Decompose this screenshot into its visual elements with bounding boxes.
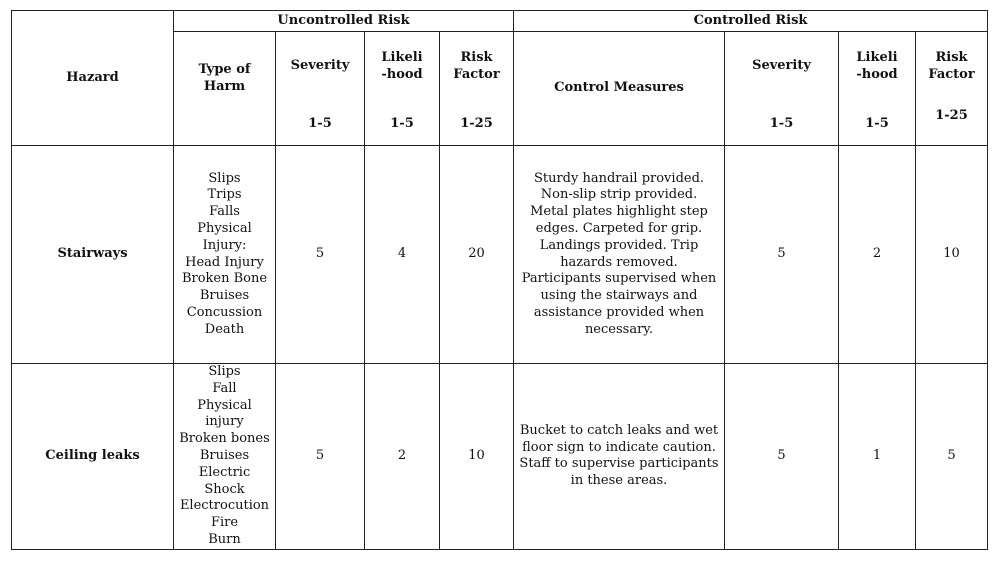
control-measure-line: Bucket to catch leaks and wet bbox=[519, 422, 719, 438]
header-hazard: Hazard bbox=[12, 11, 174, 146]
harm-item: Trips bbox=[207, 187, 242, 203]
header-u-likelihood bbox=[365, 32, 440, 146]
control-measures-cell bbox=[514, 146, 725, 364]
c-severity-cell: 5 bbox=[725, 364, 839, 550]
risk-assessment-table bbox=[11, 10, 988, 550]
harm-item: Broken bones bbox=[179, 431, 270, 447]
header-u-risk-scale: 1-25 bbox=[460, 116, 493, 132]
header-u-risk-line1: Risk bbox=[460, 49, 493, 65]
harm-item: Concussion bbox=[186, 304, 263, 320]
harm-item: Injury: bbox=[202, 237, 247, 253]
header-c-likelihood-line1: Likeli bbox=[856, 49, 898, 65]
harm-item: Burn bbox=[208, 531, 241, 547]
control-measure-line: necessary. bbox=[584, 321, 654, 337]
harm-list-cell bbox=[174, 364, 276, 550]
control-measure-line: Non-slip strip provided. bbox=[540, 187, 698, 203]
header-c-risk-scale: 1-25 bbox=[935, 108, 968, 124]
header-control-measures: Control Measures bbox=[514, 32, 725, 146]
header-c-risk-line2: Factor bbox=[928, 66, 975, 82]
header-u-risk-line2: Factor bbox=[453, 66, 500, 82]
harm-list-cell bbox=[174, 146, 276, 364]
control-measure-line: Staff to supervise participants bbox=[519, 456, 719, 472]
table-row bbox=[12, 364, 988, 550]
control-measure-line: in these areas. bbox=[570, 473, 668, 489]
harm-item: Slips bbox=[208, 170, 241, 186]
harm-item: Physical bbox=[197, 397, 252, 413]
header-u-likelihood-scale: 1-5 bbox=[390, 116, 414, 132]
table-row bbox=[12, 146, 988, 364]
header-c-risk-line1: Risk bbox=[935, 49, 968, 65]
harm-item: Slips bbox=[208, 364, 241, 379]
header-type-of-harm bbox=[174, 32, 276, 146]
harm-item: Physical bbox=[197, 220, 252, 236]
c-risk-factor-cell: 10 bbox=[916, 146, 988, 364]
header-uncontrolled-risk: Uncontrolled Risk bbox=[174, 11, 514, 32]
control-measure-line: floor sign to indicate caution. bbox=[522, 439, 716, 455]
header-c-likelihood bbox=[839, 32, 916, 146]
harm-item: injury bbox=[205, 414, 244, 430]
u-severity-cell: 5 bbox=[276, 364, 365, 550]
control-measure-line: assistance provided when bbox=[533, 304, 705, 320]
control-measures-cell bbox=[514, 364, 725, 550]
header-u-severity-scale: 1-5 bbox=[308, 116, 332, 132]
header-c-severity-label: Severity bbox=[752, 58, 811, 74]
header-c-severity bbox=[725, 32, 839, 146]
u-likelihood-cell: 4 bbox=[365, 146, 440, 364]
c-severity-cell: 5 bbox=[725, 146, 839, 364]
c-likelihood-cell: 1 bbox=[839, 364, 916, 550]
u-risk-factor-cell: 10 bbox=[440, 364, 514, 550]
control-measure-line: Sturdy handrail provided. bbox=[533, 170, 705, 186]
control-measure-line: Landings provided. Trip bbox=[539, 237, 699, 253]
control-measure-line: Metal plates highlight step bbox=[530, 204, 708, 220]
hazard-cell: Stairways bbox=[12, 146, 174, 364]
harm-item: Falls bbox=[209, 204, 240, 220]
harm-item: Shock bbox=[204, 481, 245, 497]
header-c-likelihood-line2: -hood bbox=[856, 66, 898, 82]
harm-item: Electrocution bbox=[179, 498, 270, 514]
header-u-likelihood-line2: -hood bbox=[381, 66, 423, 82]
control-measure-line: edges. Carpeted for grip. bbox=[535, 220, 703, 236]
header-u-likelihood-line1: Likeli bbox=[381, 49, 423, 65]
c-likelihood-cell: 2 bbox=[839, 146, 916, 364]
harm-item: Broken Bone bbox=[181, 271, 268, 287]
harm-item: Head Injury bbox=[185, 254, 264, 270]
harm-item: Bruises bbox=[199, 288, 250, 304]
header-c-risk-factor bbox=[916, 32, 988, 146]
harm-item: Death bbox=[204, 321, 245, 337]
control-measure-line: using the stairways and bbox=[540, 288, 698, 304]
header-u-severity-label: Severity bbox=[290, 58, 350, 74]
control-measure-line: hazards removed. bbox=[560, 254, 678, 270]
header-c-likelihood-scale: 1-5 bbox=[865, 116, 889, 132]
header-controlled-risk: Controlled Risk bbox=[514, 11, 988, 32]
header-type-of-harm-line1: Type of bbox=[198, 61, 251, 77]
hazard-cell: Ceiling leaks bbox=[12, 364, 174, 550]
harm-item: Fire bbox=[210, 515, 239, 531]
u-severity-cell: 5 bbox=[276, 146, 365, 364]
u-risk-factor-cell: 20 bbox=[440, 146, 514, 364]
harm-item: Bruises bbox=[199, 447, 250, 463]
control-measure-line: Participants supervised when bbox=[521, 271, 717, 287]
header-c-severity-scale: 1-5 bbox=[769, 116, 794, 132]
u-likelihood-cell: 2 bbox=[365, 364, 440, 550]
c-risk-factor-cell: 5 bbox=[916, 364, 988, 550]
harm-item: Electric bbox=[198, 464, 251, 480]
header-type-of-harm-line2: Harm bbox=[203, 78, 246, 94]
header-u-risk-factor bbox=[440, 32, 514, 146]
harm-item: Fall bbox=[212, 380, 237, 396]
header-u-severity bbox=[276, 32, 365, 146]
